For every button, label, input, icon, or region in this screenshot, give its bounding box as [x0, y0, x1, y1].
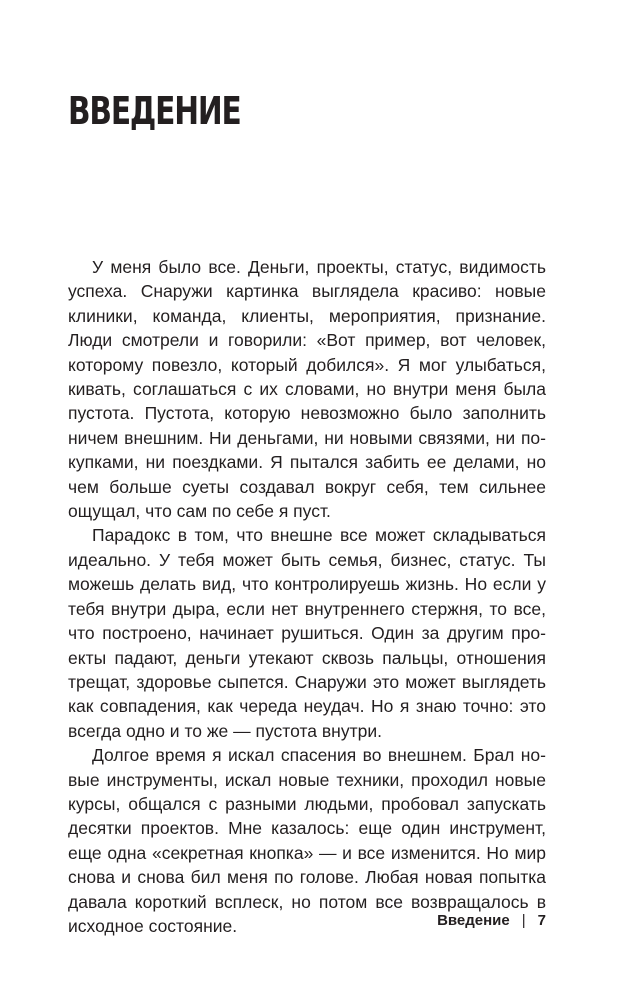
page-number: 7 — [537, 912, 546, 929]
running-footer — [437, 912, 546, 929]
paragraph-2: Парадокс в том, что внешне все может складываться идеально. У тебя может быть семья, бизнес, статус. Ты можешь делать вид, что контролируешь жизнь. Но если у тебя внутри дыра, если нет внутреннего стержня, то все, что построено, начинает рушиться. Один за другим проекты падают, деньги утекают сквозь пальцы, отношения трещат, здоровье сыпется. Снаружи это может выглядеть как совпадения, как череда неудач. Но я знаю точно: это всегда одно и то же — пустота внутри. — [68, 525, 546, 741]
chapter-title: ВВЕДЕНИЕ — [68, 89, 241, 133]
footer-separator: | — [521, 912, 526, 929]
footer-section-title: Введение — [437, 912, 510, 929]
paragraph-1: У меня было все. Деньги, проекты, статус, видимость успеха. Снаружи картинка выглядела красиво: новые клиники, команда, клиенты, мероприятия, признание. Люди смотрели и говорили: «Вот пример, вот человек, которому повезло, который добился». Я мог улыбаться, кивать, соглашаться с их словами, но внутри меня была пустота. Пустота, которую невозможно было заполнить ничем внешним. Ни деньгами, ни новыми связями, ни покупками, ни поездками. Я пытался забить ее делами, но чем больше суеты создавал вокруг себя, тем сильнее ощущал, что сам по себе я пуст. — [68, 257, 546, 522]
paragraph-3: Долгое время я искал спасения во внешнем. Брал новые инструменты, искал новые техники, проходил новые курсы, общался с разными людьми, пробовал запускать десятки проектов. Мне казалось: еще один инструмент, еще одна «секретная кнопка» — и все изменится. Но мир снова и снова бил меня по голове. Любая новая попытка давала короткий всплеск, но потом все возвращалось в исходное состояние. — [68, 745, 546, 936]
body-text — [68, 255, 546, 938]
